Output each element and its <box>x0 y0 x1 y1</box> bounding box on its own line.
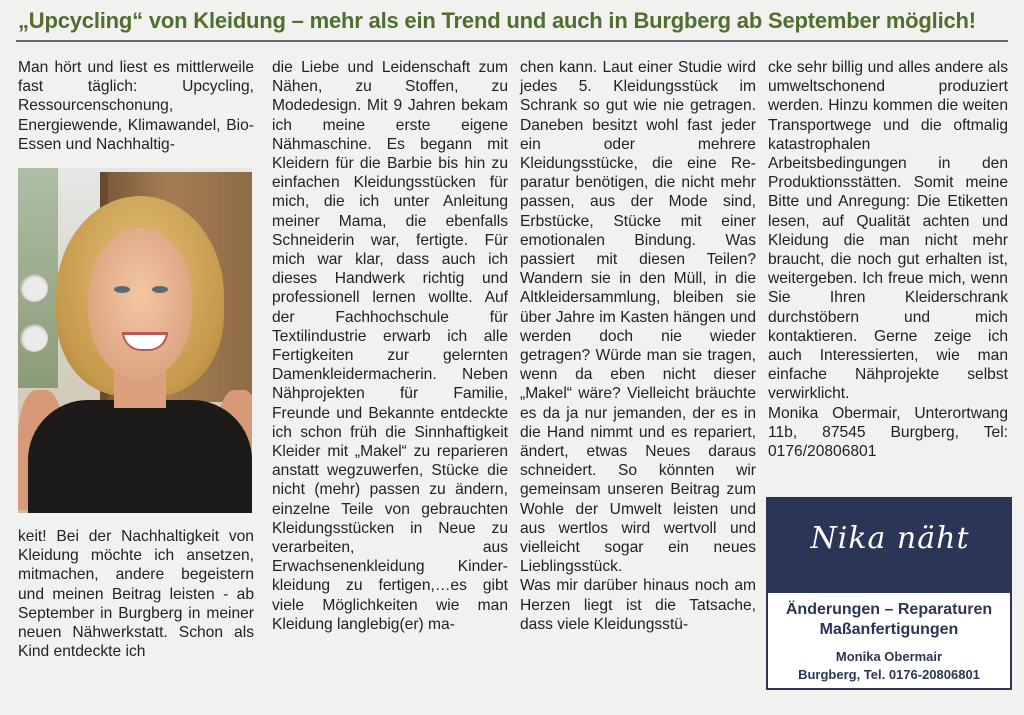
ad-phone: Burgberg, Tel. 0176-20806801 <box>798 667 980 682</box>
column-1-intro-text: Man hört und liest es mittlerweile fast täglich: Upcycling, Ressourcenschonung, Energiewende, Klimawandel, Bio-Essen und Nachhaltig- <box>18 59 254 153</box>
portrait-photo <box>18 168 252 513</box>
column-3-text: chen kann. Laut einer Studie wird jedes 5. Kleidungsstück im Schrank so gut wie nie getragen. Daneben besitzt wohl fast jeder ein oder mehrere Kleidungsstücke, die eine Reparatur benötigen, die nicht mehr passen, aus der Mode sind, Erbstücke, Stücke mit einer emotionalen Bindung. Was passiert mit diesen Teilen? Wandern sie in den Müll, in die Altkleidersammlung, bleiben sie über Jahre im Kasten hängen und werden doch nie wieder getragen? Würde man sie tragen, wenn da eben nicht dieser „Makel“ wäre? Vielleicht bräuchte es da ja nur jemanden, der es in die Hand nimmt und es repariert, ändert, etwas Neues daraus schneidert. So könnten wir gemeinsam unseren Beitrag zum Wohle der Umwelt leisten und aus wertlos wird wertvoll und vielleicht sogar ein neues Lieblingsstück. <box>520 59 756 576</box>
binder-hole <box>20 324 48 352</box>
ad-services-line: Änderungen – Reparaturen <box>785 601 993 618</box>
nika-naeht-logo: Nika näht <box>810 521 970 556</box>
article-headline: „Upcycling“ von Kleidung – mehr als ein Trend und auch in Burgberg ab September möglich! <box>18 8 976 33</box>
binder-hole <box>20 274 48 302</box>
author-contact: Monika Obermair, Unterortwang 11b, 87545 Burgberg, Tel: 0176/20806801 <box>768 404 1008 461</box>
advertisement-box <box>766 497 1012 690</box>
ad-owner-name: Monika Obermair <box>835 649 943 664</box>
column-1-continued <box>18 527 254 661</box>
column-4 <box>768 58 1008 461</box>
ad-logo-banner <box>768 499 1010 593</box>
column-3 <box>520 58 756 634</box>
column-2 <box>272 58 508 634</box>
ad-services-line-2: Maßanfertigungen <box>819 621 959 638</box>
column-3-text-2: Was mir darüber hinaus noch am Herzen liegt ist die Tatsache, dass viele Kleidungsstü- <box>520 577 756 633</box>
column-2-text: die Liebe und Leidenschaft zum Nähen, zu Stoffen, zu Modedesign. Mit 9 Jahren bekam ich meine erste eigene Nähmaschine. Es begann mit Kleidern für die Barbie bis hin zu einfachen Kleidungsstücken für mich, die ich unter Anleitung meiner Mama, die ebenfalls Schneiderin war, fertigte. Für mich war klar, dass auch ich dieses Handwerk richtig und professionell lernen wollte. Auf der Fachhochschule für Textilindustrie erwarb ich alle Fertigkeiten zur gelernten Damenkleidermacherin. Neben Nähprojekten für Familie, Freunde und Bekannte entdeckte ich schon früh die Sinnhaftigkeit Kleider mit „Makel“ zu reparieren anstatt wegzuwerfen, Stücke die nicht (mehr) passen zu ändern, einzelne Teile von gebrauchten Kleidungsstücken in Neue zu verarbeiten, aus Erwachsenenkleidung Kinderkleidung zu fertigen,…es gibt viele Möglichkeiten wie man Kleidung langlebig(er) ma- <box>272 59 508 633</box>
column-1-continued-text: keit! Bei der Nachhaltigkeit von Kleidung möchte ich ansetzen, mitmachen, andere begeistern und meinen Beitrag leisten - ab September in Burgberg in meiner neuen Nähwerkstatt. Schon als Kind entdeckte ich <box>18 528 254 661</box>
headline-rule <box>16 40 1008 42</box>
column-4-text: cke sehr billig und alles andere als umweltschonend produziert werden. Hinzu kommen die weiten Transportwege und die oftmalig katastrophalen Arbeitsbedingungen in den Produktionsstätten. Somit meine Bitte und Anregung: Die Etiketten lesen, auf Qualität achten und Kleidung die man nicht mehr braucht, die noch gut erhalten ist, weitergeben. Ich freue mich, wenn Sie Ihren Kleiderschrank durchstöbern und mich kontaktieren. Gerne zeige ich auch Interessierten, wie man einfache Nähprojekte selbst verwirklicht. <box>768 59 1008 403</box>
column-1-intro <box>18 58 254 154</box>
